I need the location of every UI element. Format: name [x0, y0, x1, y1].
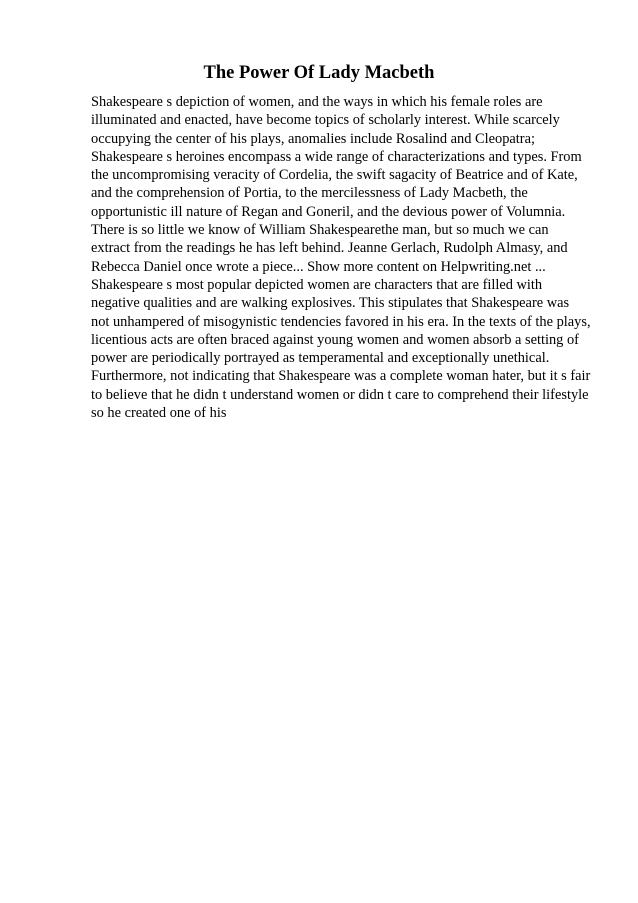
document-title: The Power Of Lady Macbeth: [203, 63, 435, 83]
document-body-paragraph: Shakespeare s depiction of women, and the ways in which his female roles are illuminated and enacted, have become topics of scholarly interest. While scarcely occupying the center of his plays, anomalies include Rosalind and Cleopatra; Shakespeare s heroines encompass a wide range of characterizations and types. From the uncompromising veracity of Cordelia, the swift sagacity of Beatrice and of Kate, and the comprehension of Portia, to the mercilessness of Lady Macbeth, the opportunistic ill nature of Regan and Goneril, and the devious power of Volumnia. There is so little we know of William Shakespearethe man, but so much we can extract from the readings he has left behind. Jeanne Gerlach, Rudolph Almasy, and Rebecca Daniel once wrote a piece... Show more content on Helpwriting.net ... Shakespeare s most popular depicted women are characters that are filled with negative qualities and are walking explosives. This stipulates that Shakespeare was not unhampered of misogynistic tendencies favored in his era. In the texts of the plays, licentious acts are often braced against young women and women absorb a setting of power are periodically portrayed as temperamental and exceptionally unethical. Furthermore, not indicating that Shakespeare was a complete woman hater, but it s fair to believe that he didn t understand women or didn t care to comprehend their lifestyle so he created one of his: [91, 94, 591, 422]
